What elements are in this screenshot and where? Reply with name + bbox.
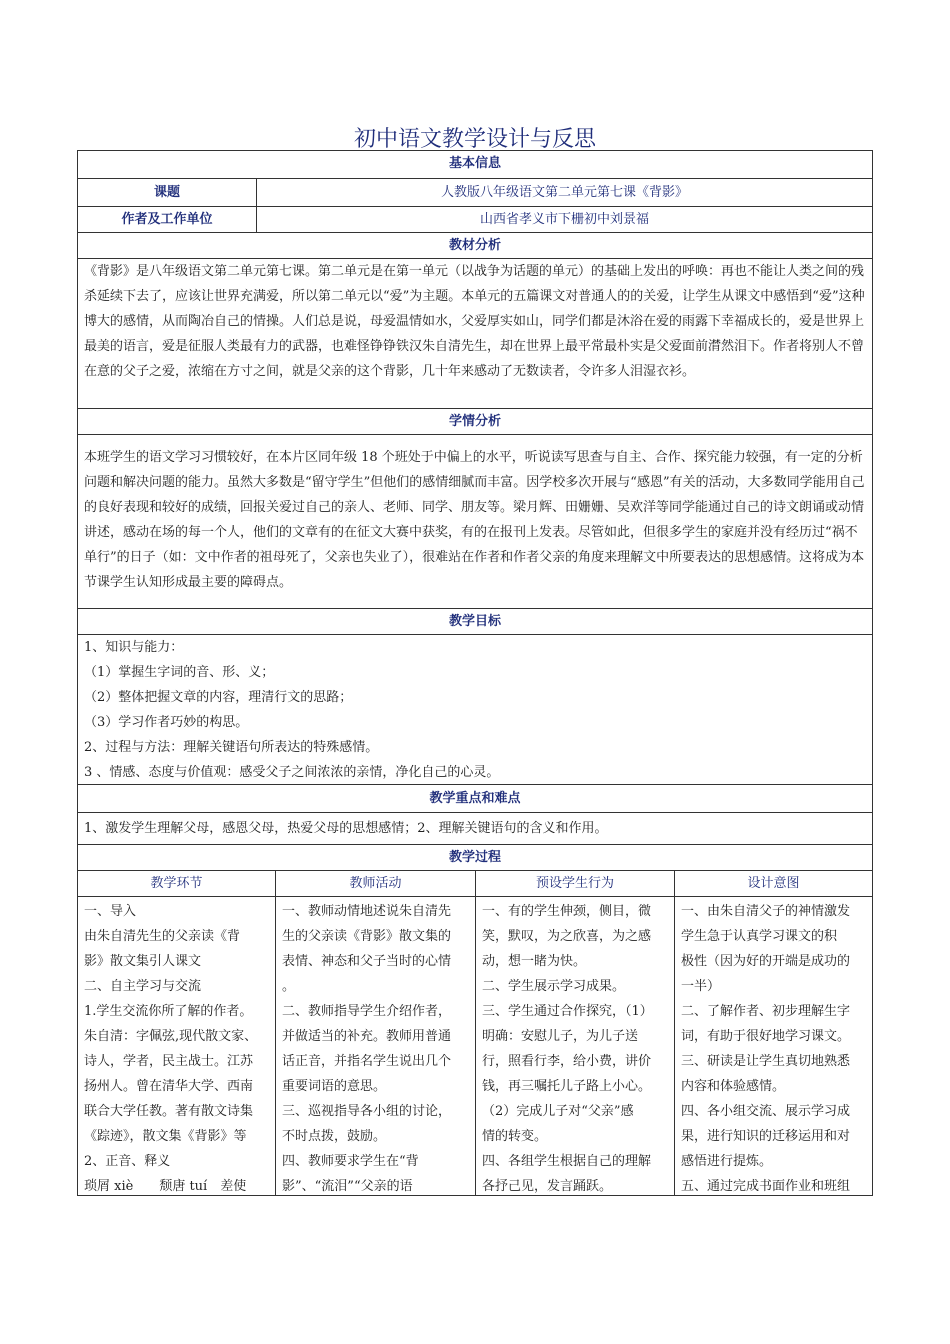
intent-line: 一、由朱自清父子的神情激发 bbox=[681, 904, 851, 919]
keypoints-section bbox=[78, 813, 872, 845]
intent-line: 学生急于认真学习课文的积 bbox=[681, 929, 838, 944]
column-header-intent: 设计意图 bbox=[747, 876, 800, 891]
stage-line: 2、正音、释义 bbox=[84, 1154, 171, 1169]
topic-label: 课题 bbox=[78, 179, 257, 206]
intent-line: 感悟进行提炼。 bbox=[681, 1154, 773, 1169]
stage-line: 1.学生交流你所了解的作者。 bbox=[84, 1004, 253, 1019]
goal-line: （2）整体把握文章的内容，理清行文的思路； bbox=[84, 690, 353, 705]
teacher-line: 四、教师要求学生在“背 bbox=[282, 1154, 419, 1169]
stage-line: 《踪迹》，散文集《背影》等 bbox=[84, 1129, 247, 1144]
student-line: 笑，默叹，为之欣喜，为之感 bbox=[482, 929, 652, 944]
stage-line: 联合大学任教。著有散文诗集 bbox=[84, 1104, 254, 1119]
stage-line: 琐屑 xiè 颓唐 tuí 差使 bbox=[84, 1179, 247, 1194]
student-line: 情的转变。 bbox=[482, 1129, 548, 1144]
intent-line: 极性（因为好的开端是成功的 bbox=[681, 954, 851, 969]
teacher-line: 。 bbox=[282, 979, 296, 994]
goal-line: 1、知识与能力： bbox=[84, 640, 184, 655]
intent-line: 词，有助于很好地学习课文。 bbox=[681, 1029, 851, 1044]
intent-column bbox=[675, 897, 872, 1196]
teacher-column bbox=[276, 897, 476, 1196]
teacher-line: 生的父亲读《背影》散文集的 bbox=[282, 929, 452, 944]
stage-line: 影》散文集引人课文 bbox=[84, 954, 202, 969]
author-value: 山西省孝义市下栅初中刘景福 bbox=[479, 212, 649, 227]
stage-line: 朱自清：字佩弦,现代散文家、 bbox=[84, 1029, 258, 1044]
material-section bbox=[78, 259, 872, 409]
intent-line: 内容和体验感情。 bbox=[681, 1079, 786, 1094]
basic-info-header: 基本信息 bbox=[78, 151, 872, 179]
topic-value: 人教版八年级语文第二单元第七课《背影》 bbox=[440, 185, 688, 200]
intent-line: 五、通过完成书面作业和班组 bbox=[681, 1179, 851, 1194]
student-line: 一、有的学生伸颈，侧目，微 bbox=[482, 904, 652, 919]
student-line: 行，照看行李，给小费，讲价 bbox=[482, 1054, 652, 1069]
goal-line: （3）学习作者巧妙的构思。 bbox=[84, 715, 249, 730]
teacher-line: 不时点拨，鼓励。 bbox=[282, 1129, 387, 1144]
student-column bbox=[476, 897, 675, 1196]
material-text: 《背影》是八年级语文第二单元第七课。第二单元是在第一单元（以战争为话题的单元）的基础上发出的呼唤：再也不能让人类之间的残杀延续下去了，应该让世界充满爱，所以第二单元以“爱”为主题。本单元的五篇课文对普通人的的关爱，让学生从课文中感悟到“爱”这种博大的感情，从而陶冶自己的情操。人们总是说，母爱温情如水，父爱厚实如山，同学们都是沐浴在爱的雨露下幸福成长的，爱是世界上最美的语言，爱是征服人类最有力的武器，也难怪铮铮铁汉朱自清先生，却在世界上最平常最朴实是父爱面前潸然泪下。作者将别人不曾在意的父子之爱，浓缩在方寸之间，就是父亲的这个背影，几十年来感动了无数读者，令许多人泪湿衣衫。 bbox=[84, 264, 865, 379]
goal-line: 3 、情感、态度与价值观：感受父子之间浓浓的亲情，净化自己的心灵。 bbox=[84, 765, 500, 780]
teacher-line: 三、巡视指导各小组的讨论， bbox=[282, 1104, 452, 1119]
process-body bbox=[78, 897, 872, 1196]
teacher-line: 并做适当的补充。教师用普通 bbox=[282, 1029, 452, 1044]
student-line: 各抒己见，发言踊跃。 bbox=[482, 1179, 613, 1194]
keypoints-header: 教学重点和难点 bbox=[78, 785, 872, 813]
stage-line: 扬州人。曾在清华大学、西南 bbox=[84, 1079, 254, 1094]
goal-line: （1）掌握生字词的音、形、义； bbox=[84, 665, 275, 680]
author-label: 作者及工作单位 bbox=[78, 207, 257, 232]
process-column-headers bbox=[78, 871, 872, 897]
teacher-line: 影”、“流泪”“父亲的语 bbox=[282, 1179, 413, 1194]
page-title: 初中语文教学设计与反思 bbox=[353, 127, 596, 152]
stage-column bbox=[78, 897, 276, 1196]
teacher-line: 表情、神态和父子当时的心情 bbox=[282, 954, 452, 969]
stage-line: 由朱自清先生的父亲读《背 bbox=[84, 929, 241, 944]
goal-line: 2、过程与方法：理解关键语句所表达的特殊感情。 bbox=[84, 740, 379, 755]
intent-line: 四、各小组交流、展示学习成 bbox=[681, 1104, 851, 1119]
teacher-line: 话正音，并指名学生说出几个 bbox=[282, 1054, 452, 1069]
column-header-student: 预设学生行为 bbox=[476, 871, 675, 896]
student-line: （2）完成儿子对“父亲”感 bbox=[482, 1104, 634, 1119]
teacher-line: 重要词语的意思。 bbox=[282, 1079, 387, 1094]
stage-line: 诗人，学者，民主战士。江苏 bbox=[84, 1054, 254, 1069]
students-header: 学情分析 bbox=[78, 409, 872, 435]
stage-line: 一、导入 bbox=[84, 904, 137, 919]
intent-line: 三、研读是让学生真切地熟悉 bbox=[681, 1054, 851, 1069]
student-line: 二、学生展示学习成果。 bbox=[482, 979, 626, 994]
student-line: 钱，再三嘱托儿子路上小心。 bbox=[482, 1079, 652, 1094]
students-section bbox=[78, 435, 872, 609]
lesson-table bbox=[77, 150, 873, 1196]
intent-line: 一半） bbox=[681, 979, 721, 994]
intent-line: 二、了解作者、初步理解生字 bbox=[681, 1004, 851, 1019]
student-line: 三、学生通过合作探究，（1） bbox=[482, 1004, 653, 1019]
keypoints-text: 1、激发学生理解父母，感恩父母，热爱父母的思想感情；2、理解关键语句的含义和作用。 bbox=[84, 821, 608, 836]
column-header-teacher: 教师活动 bbox=[276, 871, 476, 896]
author-row bbox=[78, 207, 872, 233]
teacher-line: 一、教师动情地述说朱自清先 bbox=[282, 904, 452, 919]
students-text: 本班学生的语文学习习惯较好，在本片区同年级 18 个班处于中偏上的水平，听说读写思查与自主、合作、探究能力较强，有一定的分析问题和解决问题的能力。虽然大多数是“留守学生”但他们的感情细腻而丰富。因学校多次开展与“感恩”有关的活动，大多数同学能用自己的良好表现和较好的成绩，回报关爱过自己的亲人、老师、同学、朋友等。梁月辉、田姗姗、吴欢洋等同学能通过自己的诗文朗诵或动情讲述，感动在场的每一个人，他们的文章有的在征文大赛中获奖，有的在报刊上发表。尽管如此，但很多学生的家庭并没有经历过“祸不单行”的日子（如：文中作者的祖母死了，父亲也失业了），很难站在作者和作者父亲的角度来理解文中所要表达的思想感情。这将成为本节课学生认知形成最主要的障碍点。 bbox=[84, 450, 865, 590]
column-header-stage: 教学环节 bbox=[78, 871, 276, 896]
material-header: 教材分析 bbox=[78, 233, 872, 259]
process-header: 教学过程 bbox=[78, 845, 872, 871]
topic-row bbox=[78, 179, 872, 207]
teacher-line: 二、教师指导学生介绍作者， bbox=[282, 1004, 452, 1019]
goals-section bbox=[78, 635, 872, 785]
stage-line: 二、自主学习与交流 bbox=[84, 979, 202, 994]
student-line: 明确：安慰儿子，为儿子送 bbox=[482, 1029, 639, 1044]
goals-header: 教学目标 bbox=[78, 609, 872, 635]
intent-line: 果，进行知识的迁移运用和对 bbox=[681, 1129, 851, 1144]
student-line: 四、各组学生根据自己的理解 bbox=[482, 1154, 652, 1169]
student-line: 动，想一睹为快。 bbox=[482, 954, 587, 969]
